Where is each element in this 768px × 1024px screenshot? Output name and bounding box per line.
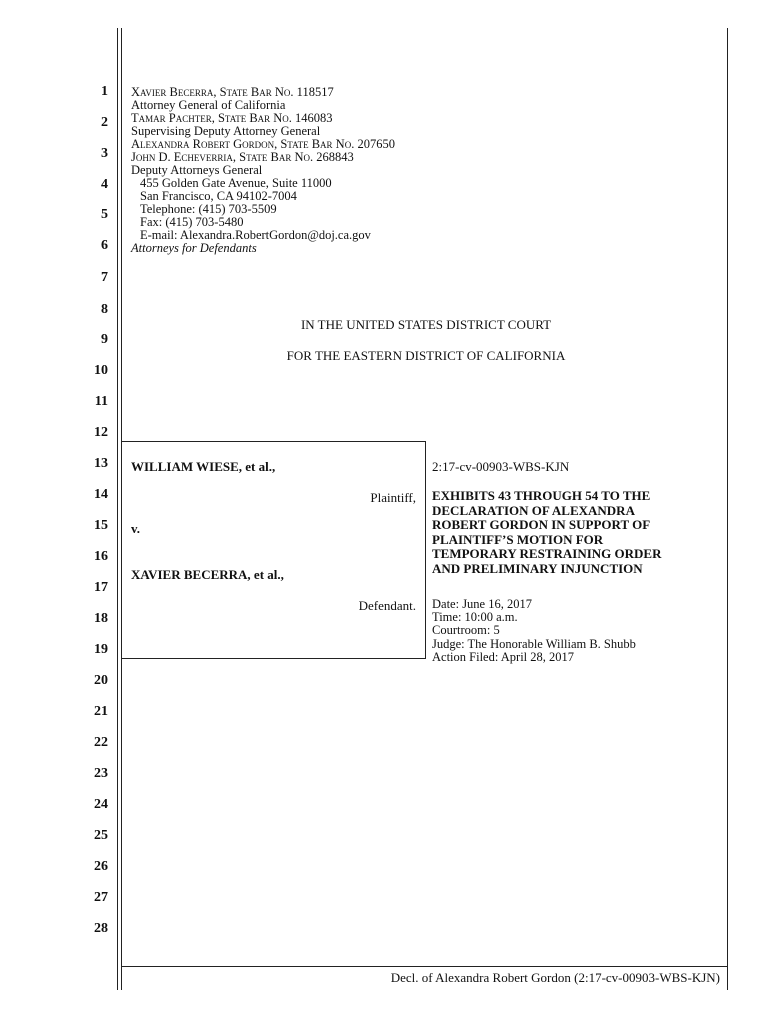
counsel-line: San Francisco, CA 94102-7004 bbox=[140, 189, 297, 203]
title-line: PLAINTIFF’S MOTION FOR bbox=[432, 531, 604, 547]
line-number: 12 bbox=[94, 425, 108, 440]
counsel-caption bbox=[131, 86, 395, 255]
line-number: 9 bbox=[101, 332, 108, 347]
court-name: IN THE UNITED STATES DISTRICT COURT bbox=[300, 317, 552, 332]
title-line: ROBERT GORDON IN SUPPORT OF bbox=[432, 517, 651, 533]
party-box-top-rule bbox=[122, 441, 426, 442]
left-margin-rule-inner bbox=[121, 28, 122, 990]
plaintiff-role: Plaintiff, bbox=[370, 490, 416, 505]
plaintiff-name: WILLIAM WIESE, et al., bbox=[131, 459, 276, 474]
title-line: AND PRELIMINARY INJUNCTION bbox=[432, 560, 643, 576]
line-number: 23 bbox=[94, 766, 108, 781]
left-margin-rule-outer bbox=[117, 28, 118, 990]
footer-rule bbox=[122, 966, 728, 967]
line-number: 6 bbox=[101, 238, 108, 253]
party-box-bottom-rule bbox=[122, 658, 426, 659]
line-number: 11 bbox=[94, 394, 108, 409]
counsel-line: Supervising Deputy Attorney General bbox=[131, 124, 321, 138]
line-number: 28 bbox=[94, 921, 108, 936]
hearing-judge: Judge: The Honorable William B. Shubb bbox=[432, 636, 636, 651]
hearing-time: Time: 10:00 a.m. bbox=[432, 610, 518, 625]
line-number: 22 bbox=[94, 735, 108, 750]
line-number: 1 bbox=[101, 84, 108, 99]
counsel-line: Attorney General of California bbox=[131, 98, 286, 112]
defendant-name: XAVIER BECERRA, et al., bbox=[131, 567, 284, 582]
line-number: 4 bbox=[101, 177, 108, 192]
counsel-email: E-mail: Alexandra.RobertGordon@doj.ca.gov bbox=[140, 228, 371, 242]
title-line: EXHIBITS 43 THROUGH 54 TO THE bbox=[432, 488, 651, 503]
counsel-line: Deputy Attorneys General bbox=[131, 163, 263, 177]
case-number: 2:17-cv-00903-WBS-KJN bbox=[432, 459, 570, 474]
title-line: TEMPORARY RESTRAINING ORDER bbox=[432, 546, 662, 562]
party-box-right-rule bbox=[425, 441, 426, 659]
counsel-line: Telephone: (415) 703-5509 bbox=[140, 202, 277, 216]
action-filed: Action Filed: April 28, 2017 bbox=[432, 649, 575, 664]
line-number: 18 bbox=[94, 611, 108, 626]
line-number: 20 bbox=[94, 673, 108, 688]
counsel-line: Fax: (415) 703-5480 bbox=[140, 215, 244, 229]
line-number: 27 bbox=[94, 890, 108, 905]
document-title bbox=[432, 489, 722, 577]
counsel-line: Tamar Pachter, State Bar No. 146083 bbox=[131, 111, 333, 125]
versus: v. bbox=[131, 521, 141, 536]
hearing-date: Date: June 16, 2017 bbox=[432, 597, 532, 611]
counsel-line: Alexandra Robert Gordon, State Bar No. 207650 bbox=[131, 137, 395, 151]
defendant-role: Defendant. bbox=[358, 598, 416, 613]
line-number: 26 bbox=[94, 859, 108, 874]
line-number: 25 bbox=[94, 828, 108, 843]
hearing-info bbox=[432, 598, 636, 664]
line-number: 5 bbox=[101, 207, 108, 222]
page-footer: Decl. of Alexandra Robert Gordon (2:17-cv-00903-WBS-KJN) bbox=[390, 970, 720, 985]
counsel-line: 455 Golden Gate Avenue, Suite 11000 bbox=[140, 176, 332, 190]
line-number: 24 bbox=[94, 797, 108, 812]
line-number: 10 bbox=[94, 363, 108, 378]
line-number: 19 bbox=[94, 642, 108, 657]
line-number: 16 bbox=[94, 549, 108, 564]
line-number: 3 bbox=[101, 146, 108, 161]
court-district: FOR THE EASTERN DISTRICT OF CALIFORNIA bbox=[286, 348, 566, 363]
right-margin-rule bbox=[727, 28, 728, 990]
line-number: 7 bbox=[101, 270, 108, 285]
counsel-line: John D. Echeverria, State Bar No. 268843 bbox=[131, 150, 354, 164]
line-number: 21 bbox=[94, 704, 108, 719]
line-number: 8 bbox=[101, 302, 108, 317]
line-number: 13 bbox=[94, 456, 108, 471]
counsel-line: Attorneys for Defendants bbox=[131, 241, 257, 255]
counsel-line: Xavier Becerra, State Bar No. 118517 bbox=[131, 85, 334, 99]
line-number: 2 bbox=[101, 115, 108, 130]
title-line: DECLARATION OF ALEXANDRA bbox=[432, 502, 635, 518]
hearing-courtroom: Courtroom: 5 bbox=[432, 623, 500, 638]
line-number: 15 bbox=[94, 518, 108, 533]
line-number: 14 bbox=[94, 487, 108, 502]
line-number: 17 bbox=[94, 580, 108, 595]
